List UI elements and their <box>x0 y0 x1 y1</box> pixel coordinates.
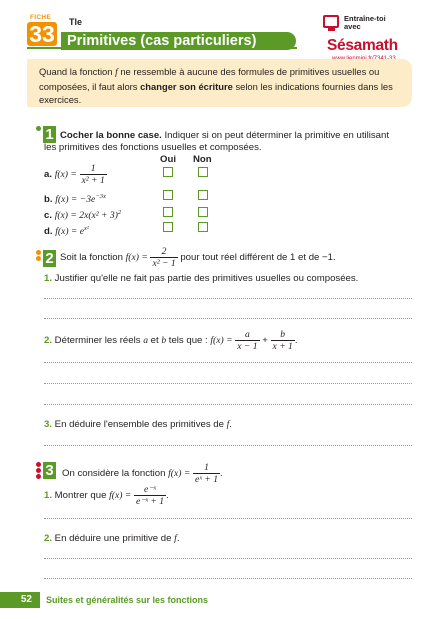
punctuation: . <box>166 490 169 502</box>
punctuation: . <box>176 533 180 544</box>
instruction-lead: Cocher la bonne case. <box>60 130 162 141</box>
train-label-line1: Entraîne-toi <box>344 14 386 23</box>
fraction-denominator: e⁻ˣ + 1 <box>135 496 165 507</box>
checkbox-d-yes[interactable] <box>163 222 173 232</box>
fraction-denominator: eˣ + 1 <box>195 474 219 485</box>
level-label: Tle <box>69 17 83 27</box>
checkbox-a-yes[interactable] <box>163 167 173 177</box>
answer-line[interactable] <box>44 578 412 579</box>
function-fraction <box>134 484 166 507</box>
fraction-denominator: x² + 1 <box>81 175 105 186</box>
function-fraction <box>150 246 177 269</box>
ex2-question-2 <box>44 329 298 352</box>
answer-line[interactable] <box>44 558 412 559</box>
answer-line[interactable] <box>44 383 412 384</box>
function-expr: f(x) = <box>109 490 132 502</box>
item-letter: b. <box>44 194 53 206</box>
footer-chapter-title: Suites et généralités sur les fonctions <box>46 595 209 605</box>
answer-line[interactable] <box>44 404 412 405</box>
question-text: En déduire l'ensemble des primitives de <box>52 419 227 430</box>
fiche-label: FICHE <box>30 14 51 21</box>
fiche-number-badge: 33 <box>27 22 57 46</box>
intro-text: selon les indications fournies dans les exercices. <box>39 81 393 105</box>
question-text: En déduire une primitive de <box>52 533 175 544</box>
ex2-question-3 <box>44 419 232 431</box>
answer-line[interactable] <box>44 362 412 363</box>
punctuation: . <box>229 419 232 430</box>
fraction-a <box>235 329 259 352</box>
checkbox-a-no[interactable] <box>198 167 208 177</box>
question-text: et <box>147 335 162 347</box>
question-number: 1. <box>44 490 53 502</box>
checkbox-c-yes[interactable] <box>163 207 173 217</box>
function-expr: f(x) = <box>168 468 191 480</box>
question-text: Montrer que <box>52 490 110 502</box>
exercise-2-badge <box>36 250 58 269</box>
item-letter: a. <box>44 169 53 181</box>
intro-bold: changer son écriture <box>140 81 233 92</box>
question-number: 1. <box>44 273 53 284</box>
punctuation: . <box>220 468 223 480</box>
checkbox-b-yes[interactable] <box>163 190 173 200</box>
page-title: Primitives (cas particuliers) <box>61 32 296 50</box>
item-exponent: 2 <box>117 209 122 216</box>
exercise-1-instruction-line2: les primitives des fonctions usuelles et composées. <box>44 142 262 153</box>
item-exponent: −3x <box>95 193 106 200</box>
function-expr: f(x) = <box>125 252 148 264</box>
item-exponent: x² <box>84 225 89 232</box>
intro-text: On considère la fonction <box>62 468 169 480</box>
exercise-3-intro <box>62 462 223 485</box>
train-label-line2: avec <box>344 22 361 31</box>
var-a: a <box>143 335 148 347</box>
answer-line[interactable] <box>44 298 412 299</box>
ex1-item-d <box>44 223 89 238</box>
instruction-text: Indiquer si on peut déterminer la primitive en utilisant <box>161 130 390 141</box>
var-f: f <box>174 533 177 544</box>
intro-text: Quand la fonction <box>39 66 116 77</box>
exercise-3-badge <box>36 462 58 481</box>
question-text: tels que : <box>166 335 211 347</box>
fraction-denominator: x + 1 <box>272 341 293 352</box>
sesamath-logo[interactable] <box>327 37 398 55</box>
function-fraction <box>193 462 220 485</box>
punctuation: . <box>294 335 298 347</box>
answer-line[interactable] <box>44 518 412 519</box>
fraction-numerator: b <box>271 329 295 341</box>
col-yes-header: Oui <box>160 154 176 165</box>
sesamath-logo-text: Sésamath <box>327 37 398 54</box>
checkbox-b-no[interactable] <box>198 190 208 200</box>
intro-text: pour tout réel différent de 1 et de −1. <box>177 252 336 264</box>
var-f: f <box>226 419 230 430</box>
fraction-denominator: x − 1 <box>237 341 258 352</box>
question-text: Justifier qu'elle ne fait pas partie des primitives usuelles ou composées. <box>52 273 359 284</box>
exercise-1-instruction <box>60 130 389 142</box>
page-number: 52 <box>0 592 40 608</box>
ex1-item-c <box>44 207 121 222</box>
intro-box <box>27 59 412 107</box>
question-number: 2. <box>44 335 53 347</box>
fraction-numerator: 1 <box>193 462 220 474</box>
train-label <box>344 15 386 31</box>
checkbox-d-no[interactable] <box>198 222 208 232</box>
ex1-item-a <box>44 163 107 186</box>
fraction-numerator: 1 <box>80 163 107 175</box>
fraction-b <box>271 329 295 352</box>
ex3-question-1 <box>44 484 169 507</box>
fraction-numerator: a <box>235 329 259 341</box>
answer-line[interactable] <box>44 445 412 446</box>
exercise-1-number: 1 <box>43 126 56 143</box>
answer-line[interactable] <box>44 318 412 319</box>
function-expr: f(x) = <box>210 335 233 347</box>
item-fraction <box>80 163 107 186</box>
fraction-numerator: 2 <box>150 246 177 258</box>
fraction-numerator: e⁻ˣ <box>134 484 166 496</box>
monitor-icon <box>323 15 339 28</box>
exercise-2-number: 2 <box>43 250 56 267</box>
item-letter: c. <box>44 210 53 222</box>
item-expr: f(x) = <box>54 169 77 181</box>
ex2-question-1 <box>44 273 358 285</box>
checkbox-c-no[interactable] <box>198 207 208 217</box>
item-expr: f(x) = 2x(x² + 3) <box>54 210 118 222</box>
question-number: 3. <box>44 419 53 430</box>
ex3-question-2 <box>44 533 179 545</box>
item-expr: f(x) = e <box>55 226 85 238</box>
exercise-2-intro <box>60 246 336 269</box>
monitor-stand <box>328 28 335 31</box>
var-b: b <box>161 335 167 347</box>
intro-var: f <box>115 68 118 78</box>
intro-text: ne ressemble à aucune des formules de primitives usuelles ou composées, il faut alors <box>39 66 380 92</box>
fraction-denominator: x² − 1 <box>152 258 176 269</box>
ex1-item-b <box>44 191 106 206</box>
exercise-3-number: 3 <box>43 462 56 479</box>
col-no-header: Non <box>193 154 212 165</box>
plus-sign: + <box>262 335 268 347</box>
item-letter: d. <box>44 226 53 238</box>
question-text: Déterminer les réels <box>52 335 144 347</box>
intro-text: Soit la fonction <box>60 252 126 264</box>
item-expr: f(x) = −3e <box>55 194 96 206</box>
question-number: 2. <box>44 533 53 544</box>
